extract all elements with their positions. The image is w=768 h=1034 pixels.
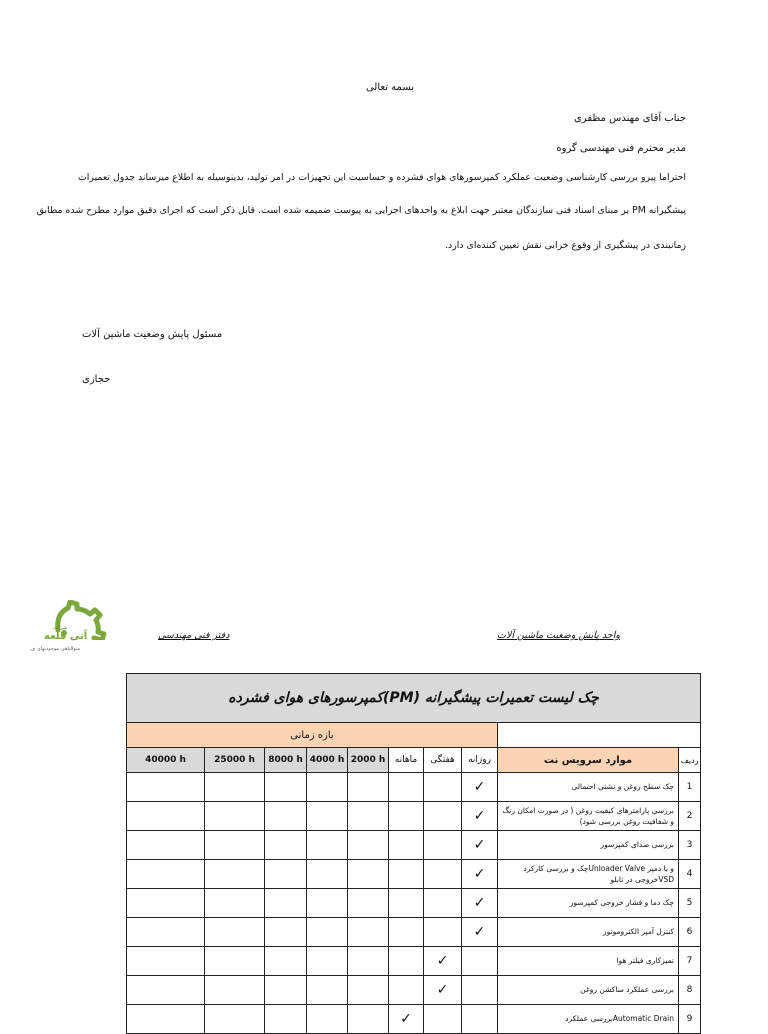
logo-small-text: شرکت: [53, 625, 68, 631]
check-cell: [127, 860, 205, 889]
unit-label: واحد پایش وضعیت ماشین آلات: [497, 630, 620, 641]
check-cell: [462, 918, 498, 947]
row-number: 4: [679, 860, 701, 889]
check-cell: [307, 773, 348, 802]
service-item: بررسی عملکرد ساکشن روغن: [498, 976, 679, 1005]
check-cell: [389, 773, 424, 802]
table-title-row: [127, 674, 701, 723]
check-cell: [348, 802, 389, 831]
check-cell: [265, 889, 307, 918]
check-cell: [348, 889, 389, 918]
service-item: کنترل آمپر الکتروموتور: [498, 918, 679, 947]
table-row: [127, 802, 701, 831]
check-cell: [265, 918, 307, 947]
col-header-weekly: هفتگی: [424, 748, 462, 773]
service-item: Automatic Drainبررسی عملکرد: [498, 1005, 679, 1034]
check-cell: [205, 918, 265, 947]
check-cell: [462, 773, 498, 802]
service-item: چک سطح روغن و نشتی احتمالی: [498, 773, 679, 802]
check-cell: [389, 831, 424, 860]
check-cell: [307, 976, 348, 1005]
check-cell: [205, 860, 265, 889]
col-header-row-no: ردیف: [679, 748, 701, 773]
check-cell: [205, 773, 265, 802]
check-cell: [462, 802, 498, 831]
check-cell: [127, 831, 205, 860]
check-cell: [424, 889, 462, 918]
col-header-2000h: 2000 h: [348, 748, 389, 773]
check-cell: [307, 947, 348, 976]
check-cell: [127, 1005, 205, 1034]
check-cell: [205, 831, 265, 860]
row-number: 2: [679, 802, 701, 831]
signature-title: مسئول پایش وضعیت ماشین آلات: [82, 329, 223, 340]
check-cell: [307, 802, 348, 831]
check-cell: [348, 831, 389, 860]
table-row: [127, 1005, 701, 1034]
col-header-4000h: 4000 h: [307, 748, 348, 773]
period-row: [127, 723, 701, 748]
check-cell: [205, 1005, 265, 1034]
check-cell: [424, 802, 462, 831]
logo-tagline: سوالیاهی موجودیهای ف: [30, 646, 81, 652]
service-item: بررسی پارامترهای کیفیت روغن ( در صورت امکان رنگ و شفافیت روغن بررسی شود): [498, 802, 679, 831]
check-cell: [348, 860, 389, 889]
addressee-line-1: جناب آقای مهندس مظفری: [573, 113, 686, 124]
table-title: چک لیست تعمیرات پیشگیرانه (PM)کمپرسورهای هوای فشرده: [127, 674, 701, 723]
row-number: 8: [679, 976, 701, 1005]
company-logo: [30, 600, 112, 656]
check-cell: [462, 1005, 498, 1034]
check-cell: [348, 1005, 389, 1034]
table-row: [127, 889, 701, 918]
letter-body-line-3: زمانبندی در پیشگیری از وقوع خرابی نقش تعیین کننده‌ای دارد.: [445, 240, 686, 251]
check-cell: [127, 976, 205, 1005]
letter-body-line-2: پیشگیرانه PM بر مبنای اسناد فنی سازندگان معتبر جهت ابلاغ به واحدهای اجرایی به پیوست ضمیمه شده است. قابل ذکر است که اجرای دقیق موارد مطرح شده مطابق: [36, 205, 686, 216]
check-cell: [265, 947, 307, 976]
check-cell: [389, 976, 424, 1005]
service-item: بررسی صدای کمپرسور: [498, 831, 679, 860]
check-cell: [205, 976, 265, 1005]
check-cell: [307, 860, 348, 889]
pm-checklist-table: [126, 673, 701, 1034]
check-mark-icon: ✓: [400, 1011, 412, 1027]
logo-name: آتی قلعه: [44, 631, 88, 642]
row-number: 1: [679, 773, 701, 802]
signature-name: حجازی: [82, 374, 111, 385]
check-cell: [127, 773, 205, 802]
column-header-row: [127, 748, 701, 773]
check-cell: [205, 947, 265, 976]
check-mark-icon: ✓: [473, 808, 486, 824]
office-label: دفتر فنی مهندسی: [158, 630, 230, 641]
check-cell: [389, 918, 424, 947]
table-row: [127, 831, 701, 860]
check-cell: [389, 947, 424, 976]
check-cell: [265, 773, 307, 802]
check-cell: [307, 889, 348, 918]
check-cell: [462, 831, 498, 860]
check-cell: [205, 802, 265, 831]
col-header-monthly: ماهانه: [389, 748, 424, 773]
check-cell: [205, 889, 265, 918]
col-header-daily: روزانه: [462, 748, 498, 773]
check-mark-icon: ✓: [436, 953, 449, 969]
check-cell: [348, 976, 389, 1005]
check-cell: [265, 802, 307, 831]
check-cell: [389, 860, 424, 889]
row-number: 5: [679, 889, 701, 918]
table-row: [127, 918, 701, 947]
check-cell: [424, 831, 462, 860]
check-cell: [424, 918, 462, 947]
check-cell: [424, 860, 462, 889]
col-header-25000h: 25000 h: [205, 748, 265, 773]
letter-body-line-1: احتراما پیرو بررسی کارشناسی وضعیت عملکرد کمپرسورهای هوای فشرده و حساسیت این تجهیزات در امر تولید، بدینوسیله به اطلاع میرساند جدول تعمیرات: [77, 172, 686, 183]
check-cell: [462, 976, 498, 1005]
check-cell: [127, 889, 205, 918]
check-cell: [389, 1005, 424, 1034]
col-header-40000h: 40000 h: [127, 748, 205, 773]
check-cell: [265, 1005, 307, 1034]
period-label: بازه زمانی: [127, 723, 498, 748]
check-cell: [127, 918, 205, 947]
check-cell: [307, 918, 348, 947]
check-cell: [424, 773, 462, 802]
check-cell: [265, 860, 307, 889]
check-mark-icon: ✓: [473, 924, 486, 940]
check-mark-icon: ✓: [436, 982, 449, 998]
check-cell: [424, 947, 462, 976]
check-cell: [462, 860, 498, 889]
check-mark-icon: ✓: [473, 837, 486, 853]
row-number: 3: [679, 831, 701, 860]
check-cell: [307, 1005, 348, 1034]
letter-greeting: بسمه تعالی: [365, 82, 415, 93]
check-mark-icon: ✓: [473, 895, 486, 911]
check-mark-icon: ✓: [473, 866, 486, 882]
service-item: تمیزکاری فیلتر هوا: [498, 947, 679, 976]
table-row: [127, 947, 701, 976]
check-mark-icon: ✓: [473, 779, 486, 795]
row-number: 9: [679, 1005, 701, 1034]
check-cell: [389, 802, 424, 831]
col-header-8000h: 8000 h: [265, 748, 307, 773]
check-cell: [127, 802, 205, 831]
check-cell: [127, 947, 205, 976]
row-number: 7: [679, 947, 701, 976]
service-item: چک دما و فشار خروجی کمپرسور: [498, 889, 679, 918]
table-row: [127, 976, 701, 1005]
check-cell: [424, 976, 462, 1005]
check-cell: [462, 889, 498, 918]
check-cell: [265, 976, 307, 1005]
col-header-service: موارد سرویس نت: [498, 748, 679, 773]
check-cell: [462, 947, 498, 976]
check-cell: [348, 947, 389, 976]
addressee-line-2: مدیر محترم فنی مهندسی گروه: [556, 143, 686, 154]
check-cell: [265, 831, 307, 860]
check-cell: [389, 889, 424, 918]
period-blank-cell: [498, 723, 701, 748]
check-cell: [424, 1005, 462, 1034]
check-cell: [348, 773, 389, 802]
service-item: و یا دمپر Unloader Valveچک و بررسی کارکرد VSDخروجی در تابلو: [498, 860, 679, 889]
table-row: [127, 860, 701, 889]
check-cell: [307, 831, 348, 860]
row-number: 6: [679, 918, 701, 947]
table-row: [127, 773, 701, 802]
check-cell: [348, 918, 389, 947]
